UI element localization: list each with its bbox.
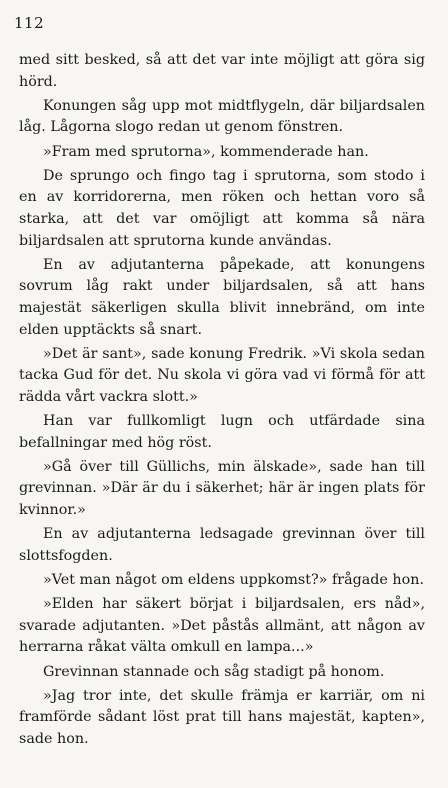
- paragraph-8: »Gå över till Güllichs, min älskade», sade han till grevinnan. »Där är du i säkerhet; här är ingen plats för kvinnor.»: [19, 458, 425, 519]
- paragraph-3: »Fram med sprutorna», kommenderade han.: [43, 143, 369, 160]
- paragraph-11: »Elden har säkert börjat i biljardsalen, ers nåd», svarade adjutanten. »Det påstås allmänt, att någon av herrarna råkat välta omkull en lampa...»: [19, 596, 425, 656]
- paragraph-1: med sitt besked, så att det var inte möjligt att göra sig hörd.: [19, 52, 425, 90]
- paragraph-12: Grevinnan stannade och såg stadigt på honom.: [43, 663, 385, 680]
- paragraph-5: En av adjutanterna påpekade, att konungens sovrum låg rakt under biljardsalen, så att hans majestät säkerligen skulla blivit innebränd, om inte elden upptäckts så snart.: [19, 256, 425, 338]
- paragraph-9: En av adjutanterna ledsagade grevinnan över till slottsfogden.: [19, 526, 425, 564]
- page-number: 112: [14, 14, 45, 32]
- paragraph-6: »Det är sant», sade konung Fredrik. »Vi skola sedan tacka Gud för det. Nu skola vi göra vad vi förmå för att rädda vårt vackra slott.»: [19, 345, 425, 405]
- paragraph-2: Konungen såg upp mot midtflygeln, där biljardsalen låg. Lågorna slogo redan ut genom fönstren.: [19, 97, 425, 136]
- paragraph-10: »Vet man något om eldens uppkomst?» frågade hon.: [43, 572, 424, 588]
- paragraph-13: »Jag tror inte, det skulle främja er karriär, om ni framförde sådant löst prat till hans majestät, kapten», sade hon.: [19, 687, 425, 747]
- page-text: [19, 50, 425, 753]
- paragraph-7: Han var fullkomligt lugn och utfärdade sina befallningar med hög röst.: [19, 413, 425, 451]
- paragraph-4: De sprungo och fingo tag i sprutorna, som stodo i en av korridorerna, men röken och hettan voro så starka, att det var omöjligt att komma så nära biljardsalen att sprutorna kunde användas.: [19, 167, 425, 249]
